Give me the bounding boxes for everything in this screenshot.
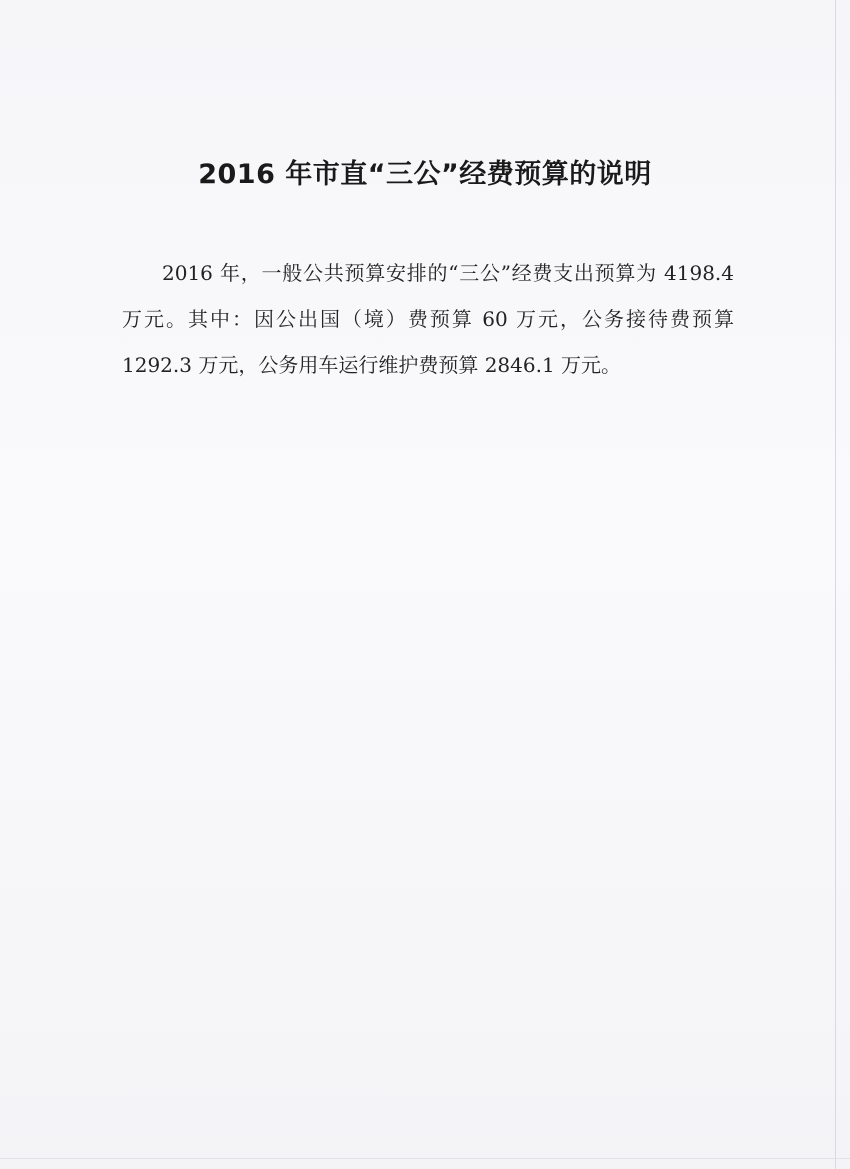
body-paragraph: 2016 年，一般公共预算安排的“三公”经费支出预算为 4198.4 万元。其中：因公出国（境）费预算 60 万元，公务接待费预算 1292.3 万元，公务用车运行维护费预算 2846.1 万元。 — [122, 261, 734, 377]
scan-edge — [0, 1158, 850, 1159]
body-text — [122, 250, 734, 388]
page-title: 2016 年市直“三公”经费预算的说明 — [198, 159, 652, 190]
